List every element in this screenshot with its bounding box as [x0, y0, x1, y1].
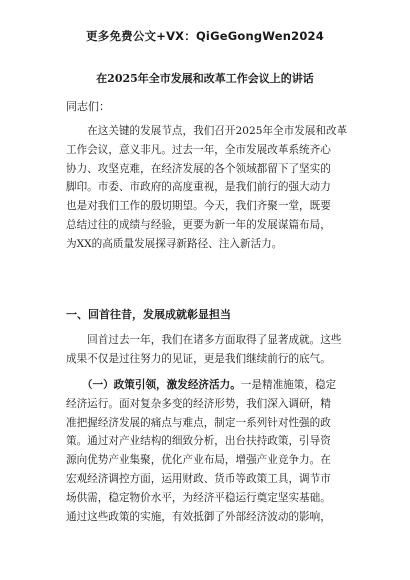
text-line: 准把握经济发展的痛点与难点，制定一系列针对性强的政	[66, 416, 331, 429]
promo-banner: 更多免费公文+VX：QiGeGongWen2024	[86, 29, 324, 43]
salutation: 同志们：	[66, 100, 110, 113]
paragraph-policy	[66, 376, 348, 526]
text-line: 为XX的高质量发展探寻新路径、注入新活力。	[66, 237, 283, 250]
text-line: 协力、攻坚克难，在经济发展的各个领域都留下了坚实的	[66, 162, 331, 175]
text-line: 通过这些政策的实施，有效抵御了外部经济波动的影响，	[66, 510, 331, 523]
text-line: 脚印。市委、市政府的高度重视，是我们前行的强大动力	[66, 181, 331, 194]
text-line: 源向优势产业集聚，优化产业布局，增强产业竞争力。在	[66, 454, 331, 467]
document-title: 在2025年全市发展和改革工作会议上的讲话	[96, 72, 314, 85]
paragraph-review	[66, 331, 348, 369]
text-line: 宏观经济调控方面，运用财政、货币等政策工具，调节市	[66, 472, 331, 485]
text-line: 也是对我们工作的殷切期望。今天，我们齐聚一堂，既要	[66, 200, 331, 213]
text-line: 总结过往的成绩与经验，更要为新一年的发展谋篇布局，	[66, 218, 331, 231]
text-line: 成果不仅是过往努力的见证，更是我们继续前行的底气。	[66, 352, 331, 365]
subsection-heading: （一）政策引领，激发经济活力。	[87, 379, 241, 391]
text-line	[66, 376, 348, 395]
text-line: 场供需，稳定物价水平，为经济平稳运行奠定坚实基础。	[66, 491, 331, 504]
section-heading: 一、回首往昔，发展成就彰显担当	[66, 308, 231, 321]
text-line: 经济运行。面对复杂多变的经济形势，我们深入调研，精	[66, 397, 331, 410]
paragraph-intro	[66, 122, 348, 254]
text-line: 在这关键的发展节点，我们召开2025年全市发展和改革	[66, 125, 348, 137]
text-line: 策。通过对产业结构的细致分析，出台扶持政策，引导资	[66, 435, 331, 448]
text-fragment: 一是精准施策，稳定	[240, 379, 337, 391]
text-line: 工作会议，意义非凡。过去一年，全市发展改革系统齐心	[66, 143, 331, 156]
text-line: 回首过去一年，我们在诸多方面取得了显著成就。这些	[66, 334, 342, 346]
